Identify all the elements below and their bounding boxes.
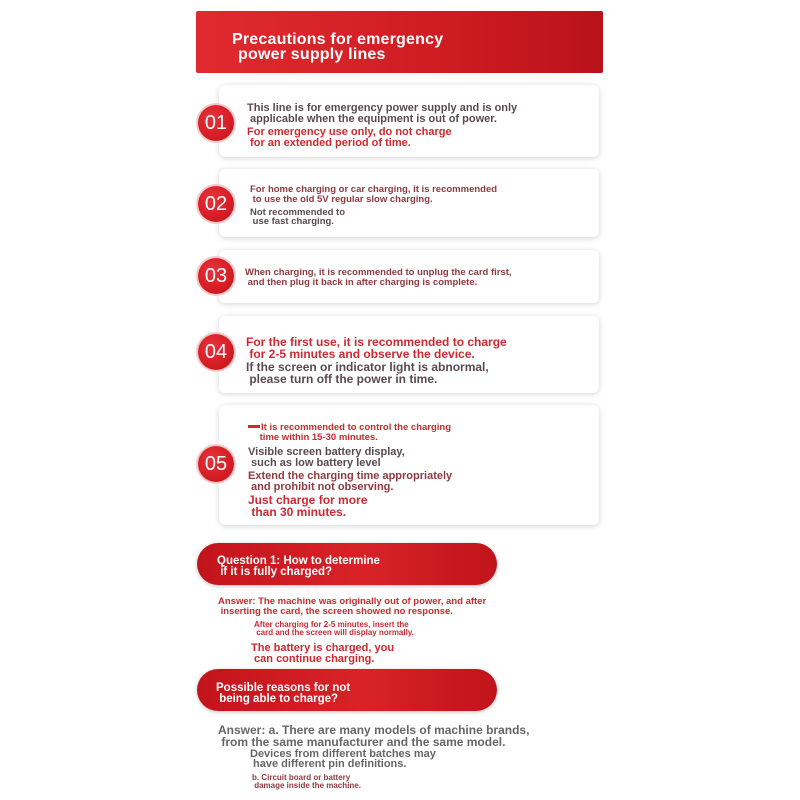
question-1-answer-line2: inserting the card, the screen showed no response. — [218, 606, 453, 617]
card-01-text-2a: For emergency use only, do not charge — [247, 126, 452, 138]
header-title-line2: power supply lines — [238, 46, 386, 63]
header-title-line1: Precautions for emergency — [232, 31, 444, 48]
number-badge-04: 04 — [198, 334, 234, 370]
question-2-answer-line1: Answer: a. There are many models of machine brands, — [218, 723, 530, 737]
card-05-text-3b: and prohibit not observing. — [248, 481, 394, 493]
question-2-banner — [197, 669, 497, 711]
card-05-text-4b: than 30 minutes. — [248, 505, 347, 519]
question-2-detail-line1: Devices from different batches may — [250, 748, 436, 760]
card-04-text-2b: please turn off the power in time. — [246, 372, 438, 386]
question-1-result-line2: can continue charging. — [251, 653, 375, 665]
header-banner — [196, 11, 603, 73]
question-2-title-line2: being able to charge? — [216, 693, 339, 705]
card-01-text-1b: applicable when the equipment is out of power. — [247, 113, 497, 125]
question-1-title-line2: if it is fully charged? — [217, 566, 333, 578]
question-1-banner — [197, 543, 497, 585]
card-05-text-2a: Visible screen battery display, — [248, 446, 405, 458]
card-03-text-1b: and then plug it back in after charging is complete. — [245, 277, 478, 288]
number-badge-03: 03 — [198, 258, 234, 294]
number-badge-01: 01 — [198, 105, 234, 141]
question-1-answer-line1: Answer: The machine was originally out of power, and after — [218, 596, 487, 607]
card-05-text-1b: time within 15-30 minutes. — [257, 432, 378, 443]
card-03-text-1a: When charging, it is recommended to unplug the card first, — [245, 267, 512, 278]
card-01-text-1a: This line is for emergency power supply and is only — [247, 102, 518, 114]
question-2-answer-line2: from the same manufacturer and the same model. — [218, 735, 506, 749]
card-01-text-2b: for an extended period of time. — [247, 137, 411, 149]
question-1-result-line1: The battery is charged, you — [251, 642, 395, 654]
question-2-b-line2: damage inside the machine. — [252, 781, 361, 790]
card-04-text-1b: for 2-5 minutes and observe the device. — [246, 347, 475, 361]
card-02-text-1a: For home charging or car charging, it is recommended — [250, 184, 498, 195]
card-02-text-2b: use fast charging. — [250, 216, 334, 227]
question-1-title-line1: Question 1: How to determine — [217, 555, 380, 567]
question-2-b-line1: b. Circuit board or battery — [252, 773, 351, 782]
number-badge-05: 05 — [198, 446, 234, 482]
arrow-icon — [248, 425, 260, 428]
question-1-note-line1: After charging for 2-5 minutes, insert the — [254, 620, 409, 629]
card-05-text-4a: Just charge for more — [248, 493, 368, 507]
question-1-note-line2: card and the screen will display normally. — [254, 628, 414, 637]
card-02-text-2a: Not recommended to — [250, 207, 346, 218]
card-05-text-1a: It is recommended to control the charging — [261, 422, 452, 433]
question-2-title-line1: Possible reasons for not — [216, 682, 351, 694]
card-05-text-2b: such as low battery level — [248, 457, 381, 469]
question-2-detail-line2: have different pin definitions. — [250, 758, 407, 770]
card-02-text-1b: to use the old 5V regular slow charging. — [250, 194, 433, 205]
card-04-text-1a: For the first use, it is recommended to charge — [246, 335, 507, 349]
card-05-text-3a: Extend the charging time appropriately — [248, 470, 453, 482]
card-04-text-2a: If the screen or indicator light is abnormal, — [246, 360, 489, 374]
number-badge-02: 02 — [198, 186, 234, 222]
